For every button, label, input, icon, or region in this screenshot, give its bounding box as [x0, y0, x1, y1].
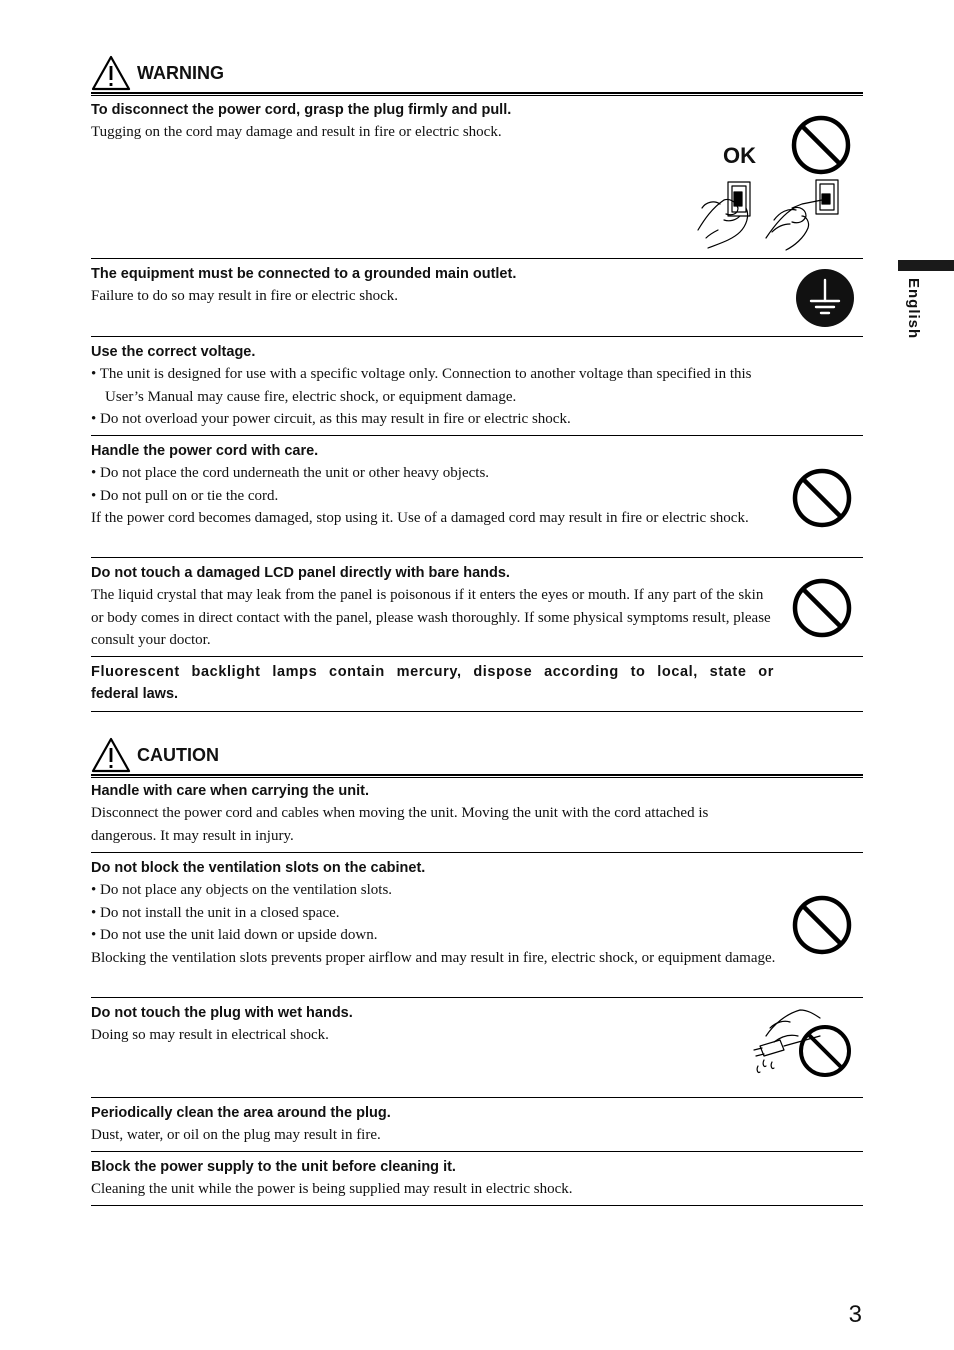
caution-rule	[91, 774, 863, 778]
warning-triangle-icon	[91, 737, 131, 773]
warning-heading	[91, 55, 224, 91]
item-title: federal laws.	[91, 686, 179, 702]
ok-label: OK	[723, 143, 756, 168]
divider	[91, 711, 863, 712]
caution-item-4	[91, 1102, 776, 1147]
prohibition-icon	[791, 577, 853, 639]
item-title: Do not touch a damaged LCD panel directly with bare hands.	[91, 565, 510, 581]
prohibition-icon	[791, 467, 853, 529]
divider	[91, 852, 863, 853]
divider	[91, 1205, 863, 1206]
warning-item-2	[91, 263, 776, 308]
caution-item-1	[91, 780, 776, 847]
item-title: Handle the power cord with care.	[91, 443, 319, 459]
item-title: Do not touch the plug with wet hands.	[91, 1005, 353, 1021]
item-bullet: • Do not pull on or tie the cord.	[91, 487, 279, 504]
prohibition-icon	[790, 114, 852, 176]
divider	[91, 435, 863, 436]
item-text: If the power cord becomes damaged, stop using it. Use of a damaged cord may result in fire or electric shock.	[91, 510, 749, 526]
divider	[91, 258, 863, 259]
warning-item-1	[91, 99, 776, 144]
language-tab-label	[898, 274, 942, 364]
divider	[91, 336, 863, 337]
item-bullet: • Do not use the unit laid down or upside down.	[91, 927, 378, 943]
item-text: Cleaning the unit while the power is being supplied may result in electric shock.	[91, 1181, 573, 1197]
divider	[91, 1097, 863, 1098]
item-text: Doing so may result in electrical shock.	[91, 1027, 329, 1043]
item-title: Periodically clean the area around the plug.	[91, 1105, 391, 1121]
item-bullet: • Do not overload your power circuit, as this may result in fire or electric shock.	[91, 411, 571, 427]
warning-item-6	[91, 661, 774, 705]
divider	[91, 1151, 863, 1152]
item-title: To disconnect the power cord, grasp the plug firmly and pull.	[91, 102, 512, 118]
plug-pull-illustration	[694, 176, 844, 252]
language-label: English	[905, 278, 922, 340]
warning-item-4	[91, 440, 776, 530]
divider	[91, 656, 863, 657]
item-text: Failure to do so may result in fire or electric shock.	[91, 288, 398, 304]
caution-item-2	[91, 857, 776, 969]
item-text: The liquid crystal that may leak from the panel is poisonous if it enters the eyes or mouth. If any part of the skin or body comes in direct contact with the panel, please wash thoroughly. If some physical symptoms result, please consult your doctor.	[91, 587, 771, 648]
warning-label: WARNING	[137, 62, 224, 83]
caution-item-3	[91, 1002, 776, 1047]
ground-symbol-icon	[795, 268, 855, 328]
warning-item-5	[91, 562, 776, 652]
item-text: Disconnect the power cord and cables when moving the unit. Moving the unit with the cord attached is dangerous. It may result in injury.	[91, 805, 709, 844]
item-title: Use the correct voltage.	[91, 344, 256, 360]
warning-rule	[91, 92, 863, 96]
item-title: Do not block the ventilation slots on the cabinet.	[91, 860, 426, 876]
item-text: Tugging on the cord may damage and result in fire or electric shock.	[91, 124, 502, 140]
item-bullet: • The unit is designed for use with a specific voltage only. Connection to another voltage than specified in this User’s Manual may cause fire, electric shock, or equipment damage.	[91, 366, 752, 405]
item-title: Fluorescent backlight lamps contain mercury, dispose according to local, state or	[91, 664, 774, 680]
caution-item-5	[91, 1156, 776, 1201]
item-title: Block the power supply to the unit before cleaning it.	[91, 1159, 456, 1175]
item-text: Blocking the ventilation slots prevents proper airflow and may result in fire, electric shock, or equipment damage.	[91, 949, 776, 966]
warning-item-3	[91, 341, 776, 431]
language-tab	[898, 260, 954, 271]
item-bullet: • Do not place the cord underneath the unit or other heavy objects.	[91, 465, 490, 481]
divider	[91, 557, 863, 558]
prohibition-icon	[791, 894, 853, 956]
caution-label: CAUTION	[137, 744, 219, 765]
item-title: Handle with care when carrying the unit.	[91, 783, 369, 799]
item-text: Dust, water, or oil on the plug may result in fire.	[91, 1127, 381, 1143]
item-title: The equipment must be connected to a grounded main outlet.	[91, 266, 517, 282]
warning-triangle-icon	[91, 55, 131, 91]
wet-hand-plug-illustration	[750, 1006, 856, 1082]
item-bullet: • Do not install the unit in a closed space.	[91, 904, 340, 921]
divider	[91, 997, 863, 998]
page-number: 3	[848, 1301, 862, 1328]
caution-heading	[91, 737, 219, 773]
item-bullet: • Do not place any objects on the ventilation slots.	[91, 882, 393, 898]
